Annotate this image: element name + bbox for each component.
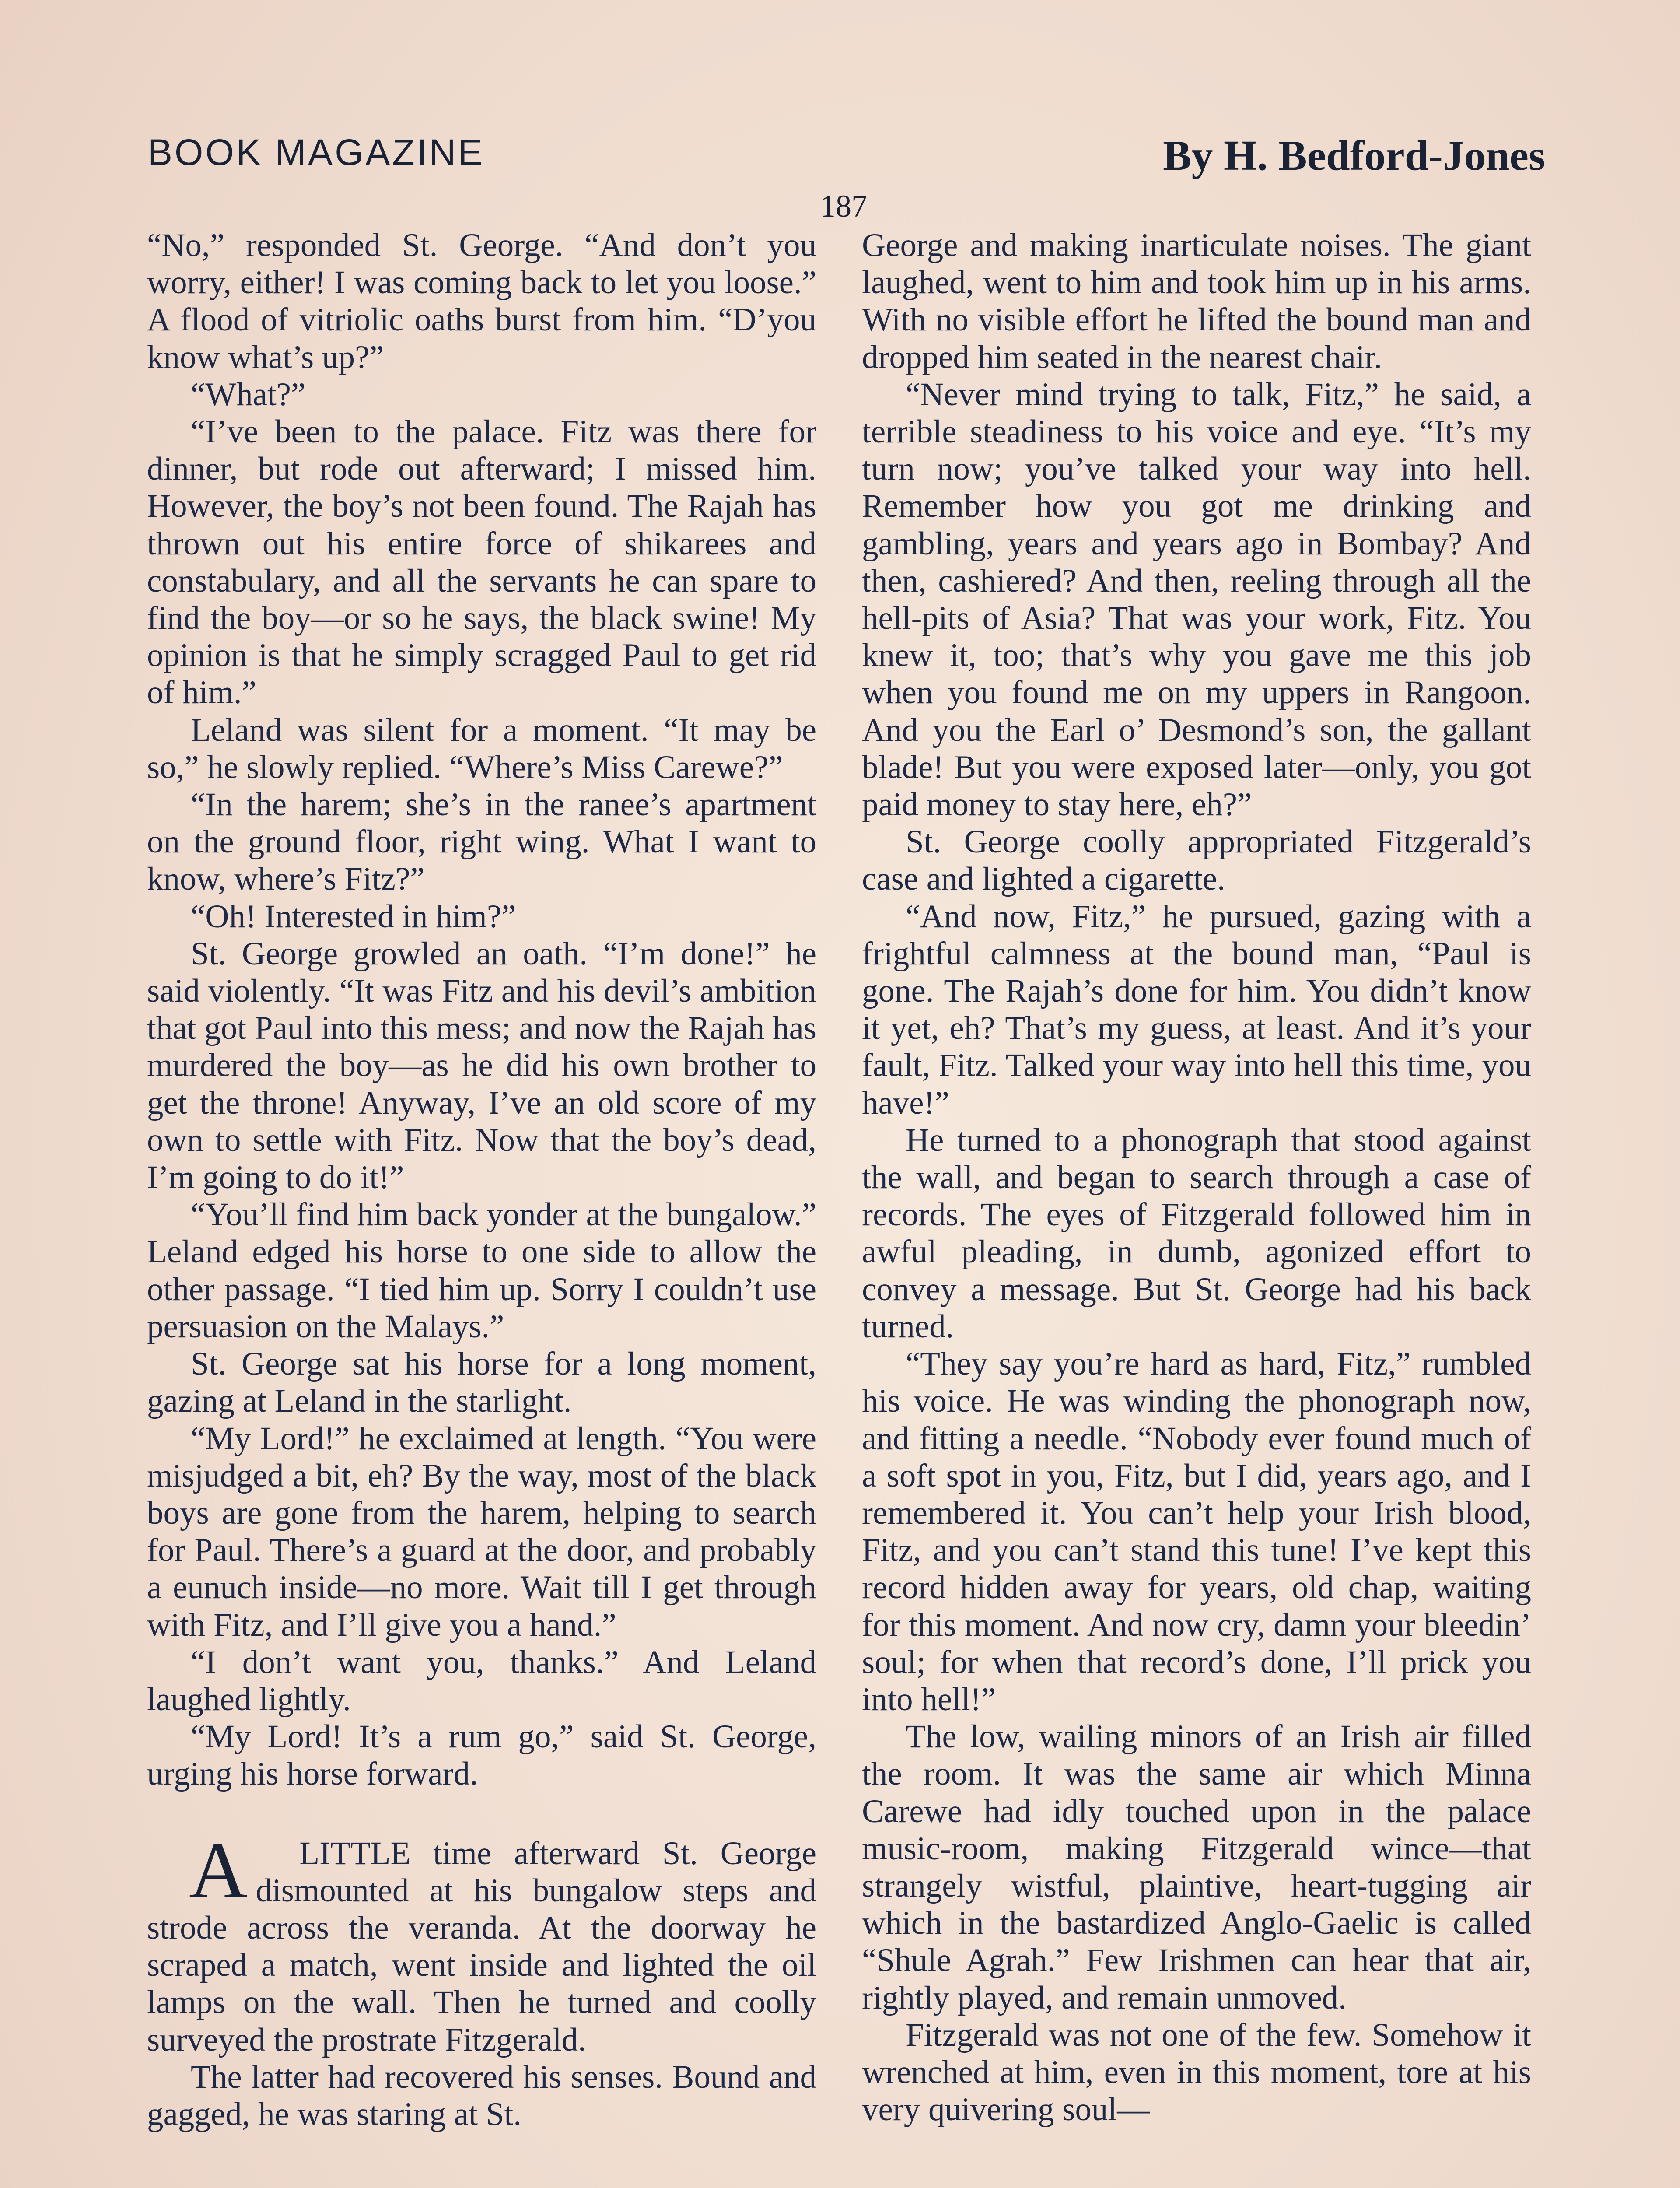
paragraph: The low, wailing minors of an Irish air filled the room. It was the same air which Minna Carewe had idly touched upon in the palace music-room, making Fitzgerald wince—that strangely wistful, plaintive, heart-tugging air which in the bastardized Anglo-Gaelic is called “Shule Agrah.” Few Irishmen can hear that air, rightly played, and remain unmoved. — [862, 1718, 1531, 2016]
paragraph: Leland was silent for a moment. “It may be so,” he slowly replied. “Where’s Miss Carewe?” — [147, 712, 816, 785]
paragraph: “Never mind trying to talk, Fitz,” he said, a terrible steadiness to his voice and eye. “It’s my turn now; you’ve talked your way into hell. Remember how you got me drinking and gambling, years and years ago in Bombay? And then, cashiered? And then, reeling through all the hell-pits of Asia? That was your work, Fitz. You knew it, too; that’s why you gave me this job when you found me on my uppers in Rangoon. And you the Earl o’ Desmond’s son, the gallant blade! But you were exposed later—only, you got paid money to stay here, eh?” — [862, 376, 1531, 823]
paragraph: “In the harem; she’s in the ranee’s apartment on the ground floor, right wing. What I want to know, where’s Fitz?” — [147, 786, 816, 898]
left-column — [147, 227, 816, 2133]
section-opening-text: LITTLE time afterward St. George dismounted at his bungalow steps and strode across the veranda. At the doorway he scraped a match, went inside and lighted the oil lamps on the wall. Then he turned and coolly surveyed the prostrate Fitzgerald. — [147, 1835, 816, 2058]
paragraph: “No,” responded St. George. “And don’t you worry, either! I was coming back to let you loose.” A flood of vitriolic oaths burst from him. “D’you know what’s up?” — [147, 227, 816, 375]
paragraph: “And now, Fitz,” he pursued, gazing with a frightful calmness at the bound man, “Paul is gone. The Rajah’s done for him. You didn’t know it yet, eh? That’s my guess, at least. And it’s your fault, Fitz. Talked your way into hell this time, you have!” — [862, 898, 1531, 1121]
paragraph: The latter had recovered his senses. Bound and gagged, he was staring at St. — [147, 2058, 816, 2132]
paragraph: St. George coolly appropriated Fitzgerald’s case and lighted a cigarette. — [862, 824, 1531, 898]
section-opening-paragraph — [147, 1825, 816, 2058]
paragraph: “My Lord!” he exclaimed at length. “You were misjudged a bit, eh? By the way, most of the black boys are gone from the harem, helping to search for Paul. There’s a guard at the door, and probably a eunuch inside—no more. Wait till I get through with Fitz, and I’ll give you a hand.” — [147, 1420, 816, 1643]
magazine-title: BOOK MAGAZINE — [148, 132, 485, 173]
paragraph: George and making inarticulate noises. The giant laughed, went to him and took him up in his arms. With no visible effort he lifted the bound man and dropped him seated in the nearest chair. — [862, 227, 1531, 375]
page-number: 187 — [820, 189, 867, 224]
right-column — [862, 227, 1531, 2128]
paragraph: “Oh! Interested in him?” — [191, 898, 516, 935]
paragraph: St. George sat his horse for a long moment, gazing at Leland in the starlight. — [147, 1346, 816, 1420]
paragraph: “They say you’re hard as hard, Fitz,” rumbled his voice. He was winding the phonograph now, and fitting a needle. “Nobody ever found much of a soft spot in you, Fitz, but I did, years ago, and I remembered it. You can’t help your Irish blood, Fitz, and you can’t stand this tune! I’ve kept this record hidden away for years, old chap, waiting for this moment. And now cry, damn your bleedin’ soul; for when that record’s done, I’ll prick you into hell!” — [862, 1346, 1531, 1718]
paragraph: “You’ll find him back yonder at the bungalow.” Leland edged his horse to one side to allow the other passage. “I tied him up. Sorry I couldn’t use persuasion on the Malays.” — [147, 1196, 816, 1345]
paragraph: He turned to a phonograph that stood against the wall, and began to search through a case of records. The eyes of Fitzgerald followed him in awful pleading, in dumb, agonized effort to convey a message. But St. George had his back turned. — [862, 1122, 1531, 1345]
author-byline: By H. Bedford-Jones — [1163, 132, 1545, 179]
paragraph: “What?” — [191, 376, 306, 413]
paragraph: “I’ve been to the palace. Fitz was there for dinner, but rode out afterward; I missed him. However, the boy’s not been found. The Rajah has thrown out his entire force of shikarees and constabulary, and all the servants he can spare to find the boy—or so he says, the black swine! My opinion is that he simply scragged Paul to get rid of him.” — [147, 414, 816, 711]
drop-cap: A — [189, 1825, 248, 1915]
paragraph: “I don’t want you, thanks.” And Leland laughed lightly. — [147, 1644, 816, 1718]
paragraph: “My Lord! It’s a rum go,” said St. George, urging his horse forward. — [147, 1718, 816, 1792]
paragraph: Fitzgerald was not one of the few. Somehow it wrenched at him, even in this moment, tore at his very quivering soul— — [862, 2016, 1531, 2128]
paragraph: St. George growled an oath. “I’m done!” he said violently. “It was Fitz and his devil’s ambition that got Paul into this mess; and now the Rajah has murdered the boy—as he did his own brother to get the throne! Anyway, I’ve an old score of my own to settle with Fitz. Now that the boy’s dead, I’m going to do it!” — [147, 935, 816, 1196]
